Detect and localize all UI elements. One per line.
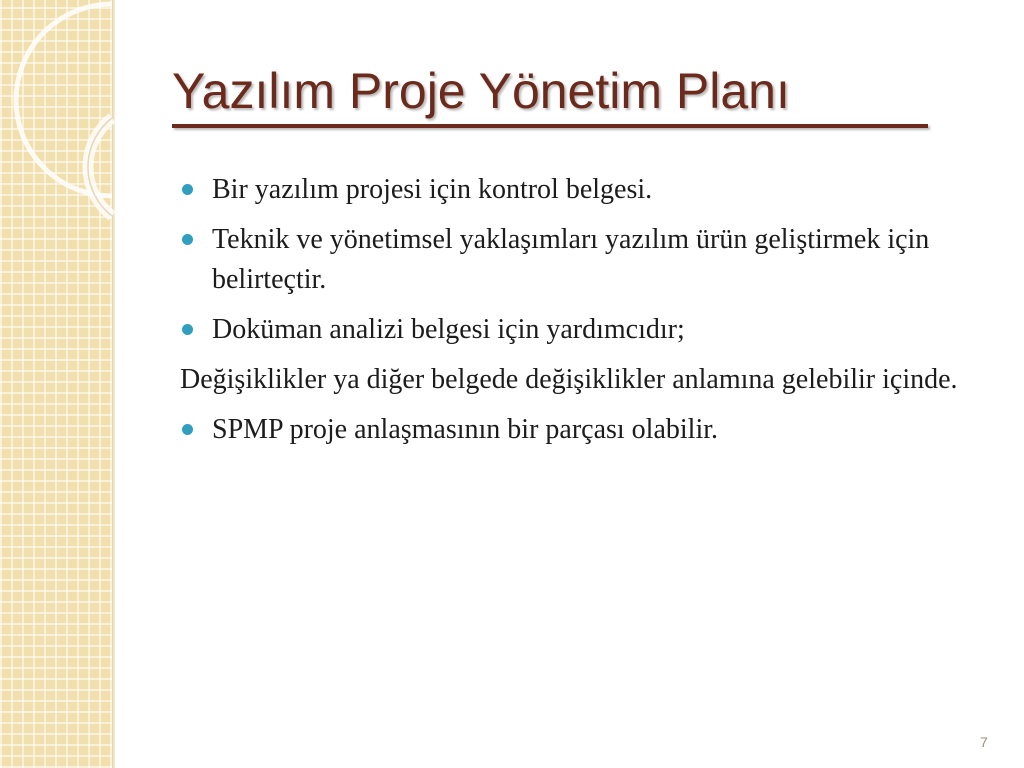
bullet-text: Doküman analizi belgesi için yardımcıdır;: [212, 314, 685, 345]
bullet-item: [180, 220, 980, 300]
bullet-dot-icon: [182, 184, 193, 195]
bullet-text: Teknik ve yönetimsel yaklaşımları yazılım ürün geliştirmek için belirteçtir.: [212, 224, 930, 295]
bullet-text: Bir yazılım projesi için kontrol belgesi.: [212, 174, 653, 205]
paragraph-text: Değişiklikler ya diğer belgede değişiklikler anlamına gelebilir içinde.: [180, 364, 958, 395]
title-underline: [172, 124, 928, 128]
bullet-item: [180, 170, 980, 210]
slide-body: [180, 170, 980, 460]
decorative-rings: [0, 0, 130, 240]
slide-number: 7: [980, 734, 988, 750]
plain-paragraph: [180, 360, 980, 400]
bullet-text: SPMP proje anlaşmasının bir parçası olabilir.: [212, 414, 719, 445]
bullet-dot-icon: [182, 234, 193, 245]
slide-title: Yazılım Proje Yönetim Planı: [172, 63, 790, 119]
bullet-item: [180, 410, 980, 450]
bullet-dot-icon: [182, 324, 193, 335]
bullet-dot-icon: [182, 424, 193, 435]
bullet-item: [180, 310, 980, 350]
